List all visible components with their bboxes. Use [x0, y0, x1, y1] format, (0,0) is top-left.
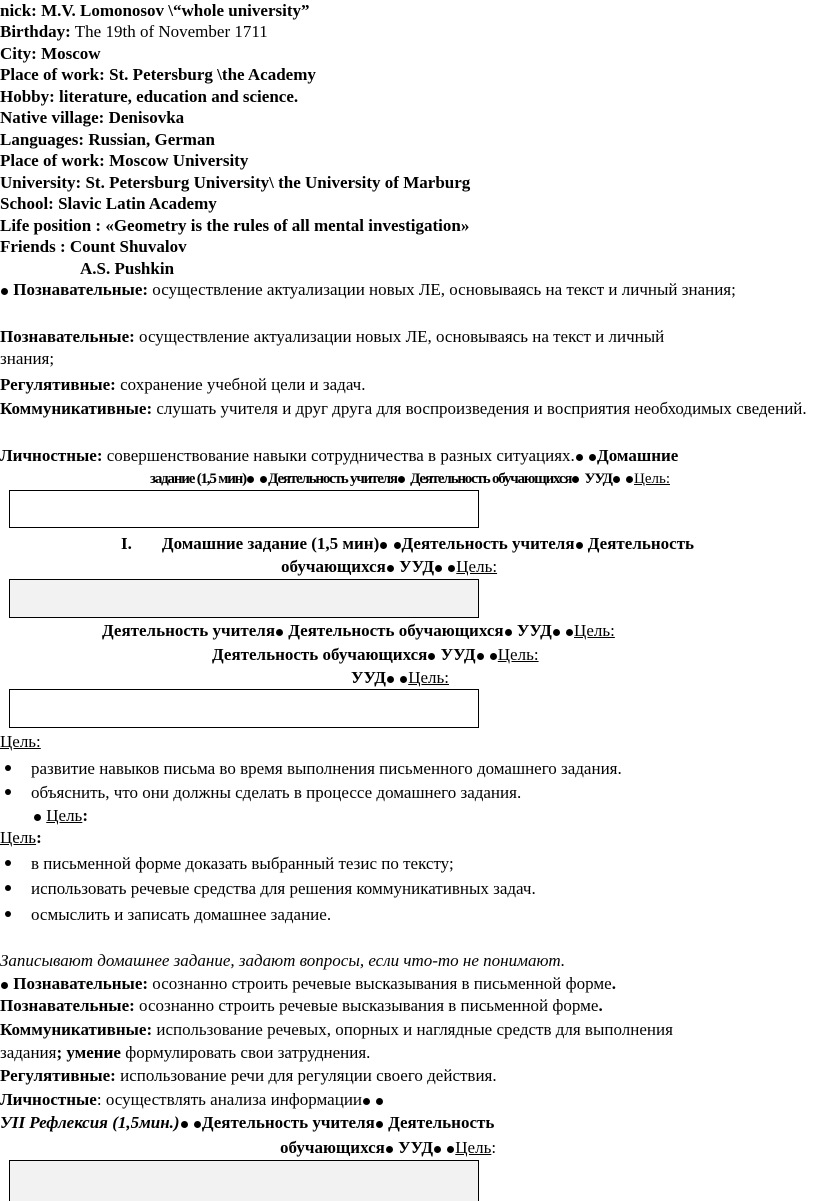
field-value: Slavic Latin Academy — [53, 194, 217, 213]
field-value: literature, education and science. — [54, 87, 299, 106]
profile-life-position — [0, 215, 469, 236]
bullet-icon — [435, 565, 442, 572]
uud-text: задания — [0, 1043, 57, 1062]
header-cell: УУД — [399, 557, 435, 576]
bullet-icon — [477, 653, 484, 660]
uud-label: Познавательные: — [13, 974, 149, 993]
uud-text: сохранение учебной цели и задач. — [115, 375, 366, 394]
uud-label: Регулятивные: — [0, 375, 116, 394]
field-label: Life position : — [0, 216, 102, 235]
bullet-icon — [400, 676, 407, 683]
field-value: Moscow — [36, 44, 101, 63]
field-label: City: — [0, 44, 37, 63]
profile-city — [0, 43, 101, 64]
field-label: Friends : — [0, 237, 66, 256]
field-label: nick: — [0, 1, 37, 20]
header-cell: УУД — [440, 645, 476, 664]
bullet-icon — [505, 629, 512, 636]
uud-text: совершенствование навыки сотрудничества в разных ситуациях. — [102, 446, 575, 465]
profile-birthday — [0, 21, 268, 42]
header-cell: УУД — [584, 471, 612, 487]
bullet-icon — [376, 1121, 383, 1128]
list-item-text: в письменной форме доказать выбранный тезис по тексту; — [31, 854, 454, 873]
header-cell: обучающихся — [281, 557, 386, 576]
bullet-icon — [363, 1098, 370, 1105]
header-cell: Деятельность учителя — [401, 534, 575, 553]
field-value: Russian, German — [84, 130, 215, 149]
bullet-icon — [386, 1146, 393, 1153]
uud-label: Познавательные: — [0, 996, 135, 1015]
profile-school — [0, 193, 217, 214]
empty-table-cell — [9, 689, 479, 728]
list-item-text: осмыслить и записать домашнее задание. — [31, 905, 332, 924]
uud-cognitive-1 — [0, 279, 812, 301]
bullet-icon — [380, 542, 387, 549]
header-cell: Цель: — [456, 557, 498, 576]
uud-text: осуществление актуализации новых ЛЕ, основываясь на текст и личный знания; — [148, 280, 736, 299]
field-value: St. Petersburg University\ the University of Marburg — [81, 173, 471, 192]
bullet-icon — [5, 789, 11, 795]
bullet-icon — [1, 288, 8, 295]
bullet-icon — [566, 629, 573, 636]
bullet-icon — [5, 860, 11, 866]
header-cell: Деятельность учителя — [102, 621, 276, 640]
goal-sub-text: Цель — [46, 806, 83, 825]
profile-work-2 — [0, 150, 248, 171]
uud-text: осознанно строить речевые высказывания в письменной форме — [148, 974, 612, 993]
colon: : — [36, 828, 42, 847]
bullet-icon — [276, 629, 283, 636]
bullet-icon — [447, 1146, 454, 1153]
student-activity-note: Записывают домашнее задание, задают вопросы, если что-то не понимают. — [0, 951, 566, 970]
field-label: Place of work: — [0, 65, 105, 84]
header-cell: Цель: — [634, 471, 670, 487]
bullet-icon — [394, 542, 401, 549]
uud-regulative-1 — [0, 374, 365, 395]
field-value: Count Shuvalov — [65, 237, 187, 256]
bullet-icon — [589, 454, 596, 461]
bullet-icon — [428, 653, 435, 660]
bullet-icon — [448, 565, 455, 572]
colon: : — [491, 1138, 497, 1157]
colon: : — [82, 806, 88, 825]
table-header-3 — [102, 620, 615, 641]
header-cell: Цель: — [497, 645, 539, 664]
uud-text: . — [611, 974, 616, 993]
header-cell: УУД — [398, 1138, 434, 1157]
table-header-2 — [121, 533, 694, 554]
uud-text: формулировать свои затруднения. — [120, 1043, 371, 1062]
section-number: I. — [121, 534, 132, 553]
table-header-5 — [351, 667, 449, 688]
uud-text: слушать учителя и друг друга для воспроизведения и восприятия необходимых сведений. — [152, 399, 807, 418]
uud-text: ; — [56, 1043, 63, 1062]
bullet-icon — [387, 676, 394, 683]
field-value: The 19th of November 1711 — [70, 22, 268, 41]
bullet-icon — [398, 476, 405, 483]
bullet-icon — [1, 982, 8, 989]
uud-text: : осуществлять анализа информации — [96, 1090, 363, 1109]
bullet-icon — [434, 1146, 441, 1153]
field-value: «Geometry is the rules of all mental investigation» — [101, 216, 470, 235]
uud-label: Регулятивные: — [0, 1066, 116, 1085]
field-label: Place of work: — [0, 151, 105, 170]
profile-university — [0, 172, 470, 193]
uud-text: . — [598, 996, 603, 1015]
uud-cognitive-2-cont: знания; — [0, 349, 55, 368]
empty-table-cell — [9, 579, 479, 618]
list-item-text: использовать речевые средства для решения коммуникативных задач. — [31, 879, 536, 898]
header-cell: Цель: — [408, 668, 449, 687]
bullet-icon — [5, 911, 11, 917]
uud-label: Личностные: — [0, 446, 103, 465]
uud-label: Коммуникативные: — [0, 1020, 153, 1039]
field-label: Native village: — [0, 108, 105, 127]
profile-work-1 — [0, 64, 316, 85]
goal-label-text: Цель — [0, 828, 37, 847]
uud-communicative-2 — [0, 1019, 673, 1040]
bullet-icon — [613, 476, 620, 483]
section-title: УII Рефлексия (1,5мин.) — [0, 1113, 180, 1132]
bullet-icon — [626, 476, 633, 483]
bullet-icon — [553, 629, 560, 636]
header-cell: Деятельность обучающихся — [288, 621, 504, 640]
profile-languages — [0, 129, 215, 150]
field-value: St. Petersburg \the Academy — [104, 65, 316, 84]
bullet-icon — [572, 476, 579, 483]
bullet-icon — [34, 814, 41, 821]
uud-label: Личностные — [0, 1090, 97, 1109]
header-cell: УУД — [351, 668, 386, 687]
bullet-icon — [5, 885, 11, 891]
goal-sub-label — [33, 805, 88, 826]
uud-cognitive-3 — [0, 973, 616, 994]
field-label: University: — [0, 173, 82, 192]
reflexion-header — [0, 1112, 494, 1133]
header-cell: Деятельность учителя — [201, 1113, 375, 1132]
empty-table-cell — [9, 490, 479, 528]
uud-text: использование речевых, опорных и наглядные средств для выполнения — [152, 1020, 673, 1039]
uud-cognitive-2 — [0, 326, 664, 347]
field-value: Moscow University — [104, 151, 249, 170]
header-cell: Домашние задание (1,5 мин) — [161, 534, 380, 553]
table-header-4 — [212, 644, 539, 665]
field-label: Languages: — [0, 130, 85, 149]
table-header-2-cont — [281, 556, 497, 577]
field-value: M.V. Lomonosov \“whole university” — [36, 1, 310, 20]
profile-nick — [0, 0, 310, 21]
bullet-icon — [387, 565, 394, 572]
list-item-text: развитие навыков письма во время выполнения письменного домашнего задания. — [31, 759, 622, 778]
header-cell: Деятельность — [388, 1113, 495, 1132]
list-item-text: объяснить, что они должны сделать в процессе домашнего задания. — [31, 783, 522, 802]
goal-label-2 — [0, 827, 42, 848]
header-cell: Деятельность обучающихся — [410, 471, 572, 487]
uud-communicative-2-cont — [0, 1042, 370, 1063]
field-label: School: — [0, 194, 54, 213]
header-cell: УУД — [516, 621, 552, 640]
uud-text: осуществление актуализации новых ЛЕ, основываясь на текст и личный — [134, 327, 665, 346]
empty-table-cell — [9, 1160, 479, 1201]
header-cell: Деятельность учителя — [268, 471, 397, 487]
uud-label: Коммуникативные: — [0, 399, 153, 418]
uud-text: Домашние — [597, 446, 679, 465]
uud-regulative-2 — [0, 1065, 497, 1086]
uud-text: использование речи для регуляции своего действия. — [115, 1066, 497, 1085]
bullet-icon — [576, 454, 583, 461]
goal-label-1: Цель: — [0, 732, 41, 751]
bullet-icon — [490, 653, 497, 660]
uud-personal-2 — [0, 1089, 384, 1110]
uud-label: Познавательные: — [13, 280, 149, 299]
uud-communicative-1 — [0, 398, 812, 420]
header-cell: Деятельность — [587, 534, 695, 553]
field-label: Birthday: — [0, 22, 71, 41]
header-cell: обучающихся — [280, 1138, 385, 1157]
reflexion-header-cont — [280, 1137, 496, 1158]
uud-text: умение — [62, 1043, 121, 1062]
profile-village — [0, 107, 184, 128]
table-header-1 — [150, 467, 670, 490]
bullet-icon — [247, 476, 254, 483]
field-value: Denisovka — [104, 108, 185, 127]
uud-cognitive-4 — [0, 995, 603, 1016]
header-cell: Цель: — [574, 621, 615, 640]
bullet-icon — [181, 1121, 188, 1128]
uud-label: Познавательные: — [0, 327, 135, 346]
uud-personal-1 — [0, 445, 678, 466]
bullet-icon — [194, 1121, 201, 1128]
header-cell: Цель — [455, 1138, 492, 1157]
bullet-icon — [376, 1098, 383, 1105]
bullet-icon — [576, 542, 583, 549]
field-label: Hobby: — [0, 87, 55, 106]
bullet-icon — [260, 476, 267, 483]
header-cell: Деятельность обучающихся — [212, 645, 428, 664]
profile-friends — [0, 236, 187, 257]
profile-friend-2: A.S. Pushkin — [80, 259, 175, 278]
header-cell: задание (1,5 мин) — [150, 471, 246, 487]
uud-text: осознанно строить речевые высказывания в письменной форме — [134, 996, 599, 1015]
profile-hobby — [0, 86, 298, 107]
bullet-icon — [5, 765, 11, 771]
